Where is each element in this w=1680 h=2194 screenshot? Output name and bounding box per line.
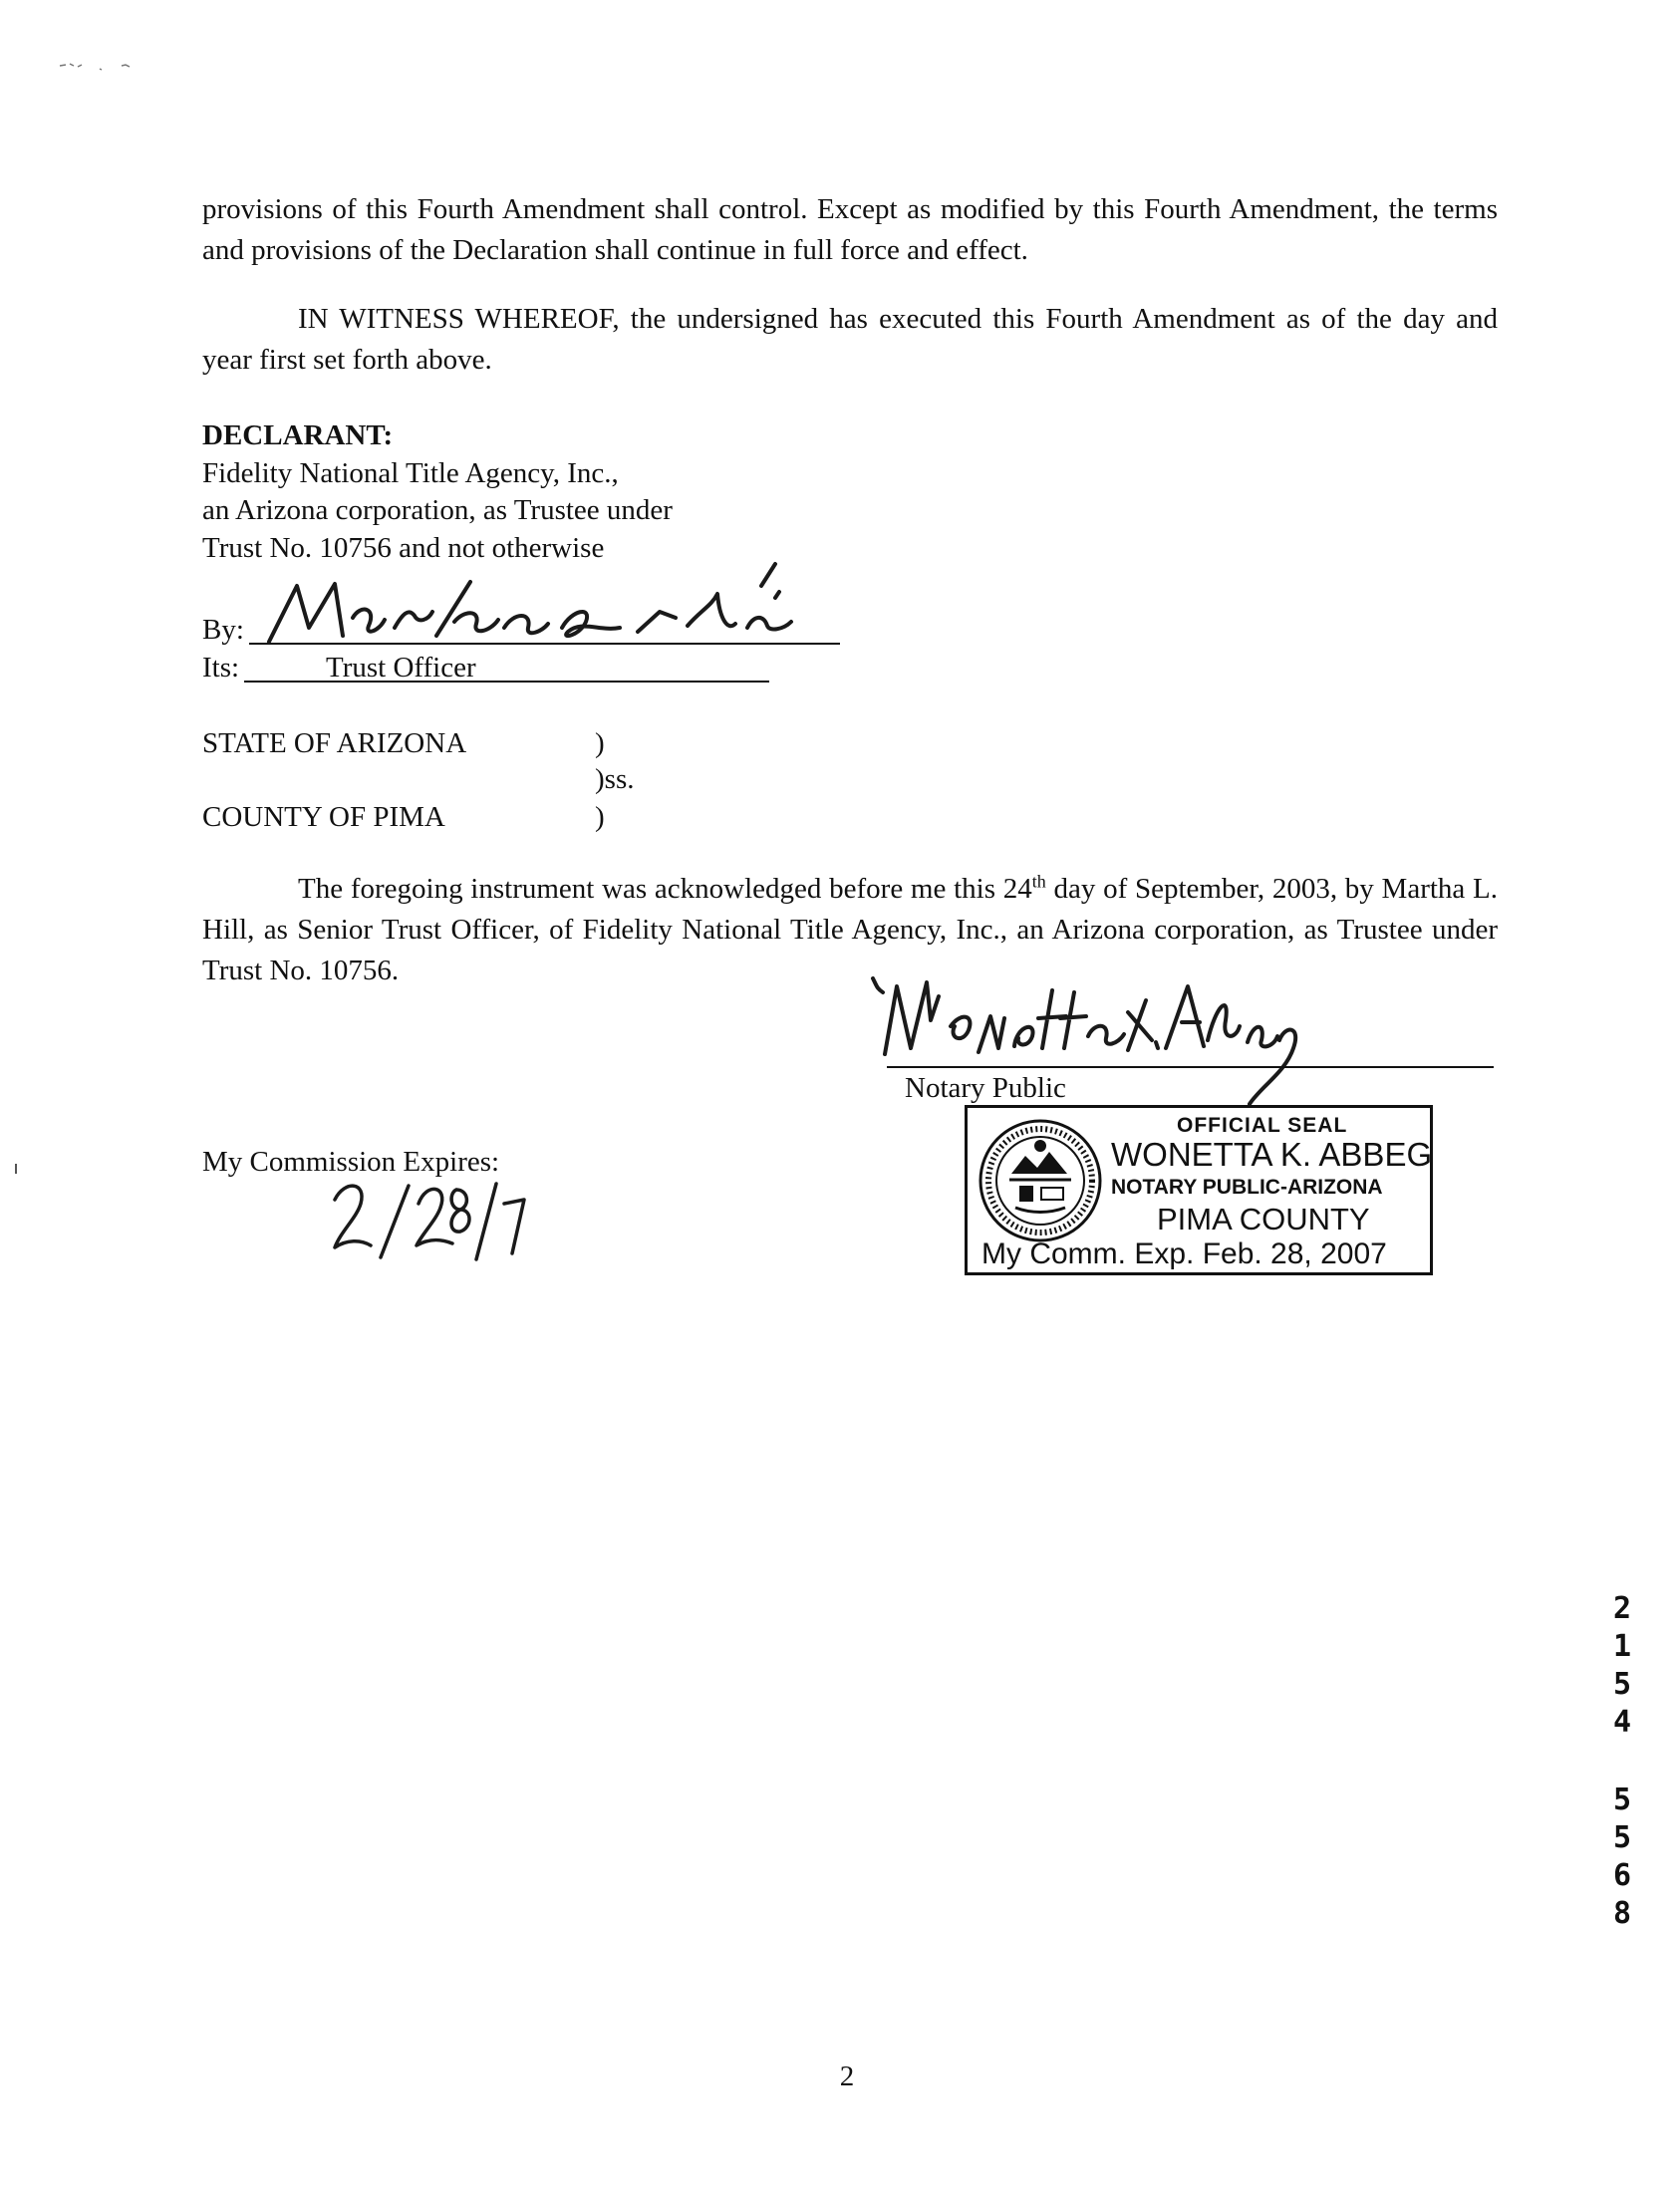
recording-digit: 2	[1612, 1591, 1632, 1626]
declarant-entity-line-2: an Arizona corporation, as Trustee under	[202, 494, 673, 526]
margin-mark	[15, 1164, 17, 1174]
recording-digit: 4	[1612, 1705, 1632, 1740]
acknowledgment-part-1: The foregoing instrument was acknowledged before me this 24	[298, 873, 1032, 905]
paragraph-continuation: provisions of this Fourth Amendment shall control. Except as modified by this Fourth Amendment, the terms and provisions of the Declaration shall continue in full force and effect.	[202, 193, 1498, 266]
acknowledgment-part-2: day of September, 2003, by Martha L. Hill, as Senior Trust Officer, of Fidelity National Title Agency, Inc., an Arizona corporation, as Trustee under Trust No. 10756.	[202, 873, 1498, 986]
commission-date-handwritten	[327, 1174, 526, 1273]
venue-paren-1: )	[595, 727, 605, 759]
seal-notary-name: WONETTA K. ABBEG	[1111, 1136, 1433, 1173]
notary-seal-stamp	[965, 1105, 1433, 1275]
recording-digit: 1	[1612, 1629, 1632, 1664]
declarant-entity-line-1: Fidelity National Title Agency, Inc.,	[202, 457, 619, 489]
by-label: By:	[202, 614, 244, 646]
declarant-entity-line-3: Trust No. 10756 and not otherwise	[202, 532, 605, 564]
recording-digit: 5	[1612, 1667, 1632, 1702]
seal-title: OFFICIAL SEAL	[1177, 1114, 1348, 1137]
page-number: 2	[839, 2060, 855, 2092]
seal-notary-role: NOTARY PUBLIC-ARIZONA	[1111, 1176, 1383, 1199]
trust-officer-signature	[257, 558, 815, 658]
its-label: Its:	[202, 652, 240, 684]
notary-public-label: Notary Public	[905, 1072, 1066, 1104]
recording-digit: 5	[1612, 1783, 1632, 1817]
commission-expires-label: My Commission Expires:	[202, 1146, 500, 1178]
venue-ss: )ss.	[595, 763, 635, 795]
seal-commission-expiry: My Comm. Exp. Feb. 28, 2007	[981, 1237, 1387, 1270]
witness-paragraph: IN WITNESS WHEREOF, the undersigned has executed this Fourth Amendment as of the day and year first set forth above.	[202, 303, 1498, 376]
its-value: Trust Officer	[326, 652, 476, 684]
acknowledgment-ordinal: th	[1031, 871, 1046, 892]
declarant-heading: DECLARANT:	[202, 419, 394, 451]
arizona-state-seal-icon	[976, 1116, 1105, 1245]
recording-digit: 8	[1612, 1896, 1632, 1931]
venue-paren-2: )	[595, 801, 605, 833]
venue-county: COUNTY OF PIMA	[202, 801, 445, 833]
seal-county: PIMA COUNTY	[1157, 1202, 1370, 1236]
recording-digit: 5	[1612, 1820, 1632, 1855]
scan-specks	[58, 58, 167, 74]
venue-state: STATE OF ARIZONA	[202, 727, 467, 759]
recording-digit: 6	[1612, 1858, 1632, 1893]
its-line	[244, 681, 769, 683]
